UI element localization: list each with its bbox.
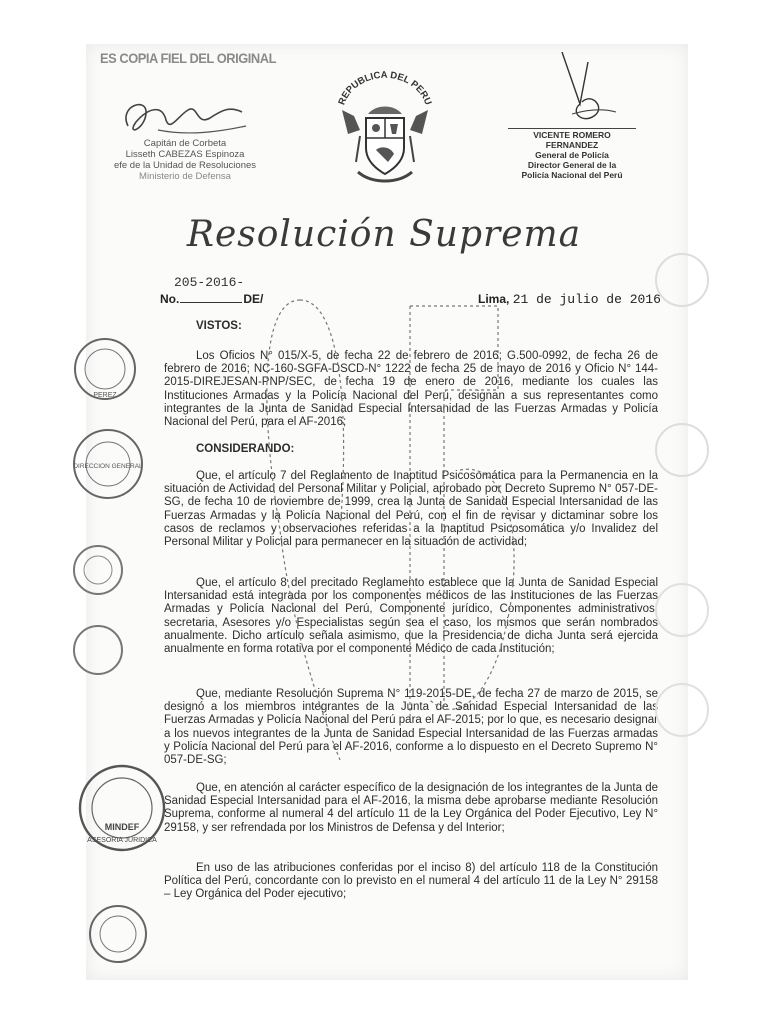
resolution-number: 205-2016- [174, 275, 245, 290]
document-title: Resolución Suprema [186, 214, 582, 255]
right-signatory-line: General de Policía [535, 150, 609, 160]
faint-seal [650, 420, 710, 480]
seal-text: ASESORIA JURIDICA [87, 837, 157, 844]
dashed-number-outline [230, 290, 560, 790]
copy-stamp: ES COPIA FIEL DEL ORIGINAL [100, 50, 277, 66]
right-signatory-line: VICENTE ROMERO FERNANDEZ [508, 128, 636, 150]
right-signatory [508, 128, 636, 180]
date-city: Lima, [478, 292, 510, 306]
seal-text: PEREZ [93, 392, 117, 399]
margin-seal [70, 424, 150, 504]
left-signatory-line: Ministerio de Defensa [139, 171, 231, 182]
vistos-paragraph: Los Oficios N° 015/X-5, de fecha 22 de febrero de 2016; G.500-0992, de fecha 26 de febrero de 2016; NC-160-SGFA-DSCD-N° 1222 de fecha 25 de mayo de 2016 y Oficio N° 144-2015-DIREJESAN-PNP/SEC, de fecha 19 de enero de 2016, mediante los cuales las Instituciones Armadas y la Policía Nacional del Perú, designan a sus representantes como integrantes de la Junta de Sanidad Especial Intersanidad de las Fuerzas Armadas y Policía Nacional del Perú, para el AF-2016; [164, 350, 658, 429]
margin-seal [76, 758, 172, 858]
number-label: No. [160, 292, 180, 306]
right-signatory-line: Director General de la [527, 160, 617, 170]
date-value: 21 de julio de 2016 [512, 292, 661, 307]
left-signatory [100, 92, 270, 182]
seal-text: MINDEF [104, 822, 140, 832]
svg-text:REPUBLICA DEL PERU [336, 70, 433, 107]
right-signatory-line: Policía Nacional del Perú [521, 170, 623, 180]
considerando-paragraph-1: Que, el artículo 7 del Reglamento de Inaptitud Psicosomática para la Permanencia en la situación de Actividad del Personal Militar y Policial, aprobado por Decreto Supremo N° 057-DE-SG, de fecha 10 de noviembre de 1999, crea la Junta de Sanidad Especial Intersanidad de las Fuerzas Armadas y la Policía Nacional del Perú, con el fin de revisar y dictaminar sobre los casos de reclamos y observaciones referidas a la Inaptitud Psicosomática y/o Invalidez del Personal Militar y Policial para permanecer en la situación de actividad; [164, 470, 658, 549]
considerando-paragraph-2: Que, el artículo 8 del precitado Reglamento establece que la Junta de Sanidad Especial Intersanidad está integrada por los componentes médicos de las Instituciones de las Fuerzas Armadas y Policía Nacional del Perú, Componente jurídico, Componentes administrativos, secretaria, Asesores y/o Especialistas según sea el caso, los mismos que serán nombrados anualmente. Dicho artículo señala asimismo, que la Presidencia de dicha Junta será ejercida anualmente en forma rotativa por el componente Médico de cada Institución; [164, 577, 658, 656]
vistos-heading: VISTOS: [196, 320, 242, 332]
margin-seal [70, 540, 130, 600]
crest-label: REPUBLICA DEL PERU [336, 69, 434, 107]
margin-seal [70, 334, 140, 404]
seal-text: DIRECCION GENERAL [73, 463, 143, 470]
considerando-paragraph-3: Que, mediante Resolución Suprema N° 119-2015-DE, de fecha 27 de marzo de 2015, se designó a los miembros integrantes de la Junta de Sanidad Especial Intersanidad de las Fuerzas Armadas y Policía Nacional del Perú para el AF-2015; por lo que, es necesario designar a los nuevos integrantes de la Junta de Sanidad Especial Intersanidad de las Fuerzas armadas y Policía Nacional del Perú para el AF-2016, conforme a lo dispuesto en el Decreto Supremo N° 057-DE-SG; [164, 688, 658, 767]
peru-coat-of-arms-icon [332, 66, 438, 190]
faint-seal [650, 580, 710, 640]
number-suffix: DE/ [243, 292, 264, 306]
considerando-heading: CONSIDERANDO: [196, 443, 295, 455]
margin-seal [84, 900, 154, 970]
left-signatory-line: efe de la Unidad de Resoluciones [113, 160, 257, 171]
considerando-paragraph-5: En uso de las atribuciones conferidas por el inciso 8) del artículo 118 de la Constitución Política del Perú, concordante con lo previsto en el numeral 4 del artículo 11 de la Ley N° 29158 – Ley Orgánica del Poder ejecutivo; [164, 862, 658, 901]
left-signatory-line: Capitán de Corbeta [143, 138, 227, 149]
faint-seal [650, 250, 710, 310]
right-signature [552, 52, 622, 132]
faint-seal [650, 680, 710, 740]
margin-seal [70, 620, 130, 680]
considerando-paragraph-4: Que, en atención al carácter específico de la designación de los integrantes de la Junta de Sanidad Especial Intersanidad para el AF-2016, la misma debe aprobarse mediante Resolución Suprema, conforme al numeral 4 del artículo 11 de la Ley Orgánica del Poder Ejecutivo, Ley N° 29158, y ser refrendada por los Ministros de Defensa y del Interior; [164, 782, 658, 834]
left-signatory-line: Lisseth CABEZAS Espinoza [125, 149, 245, 160]
